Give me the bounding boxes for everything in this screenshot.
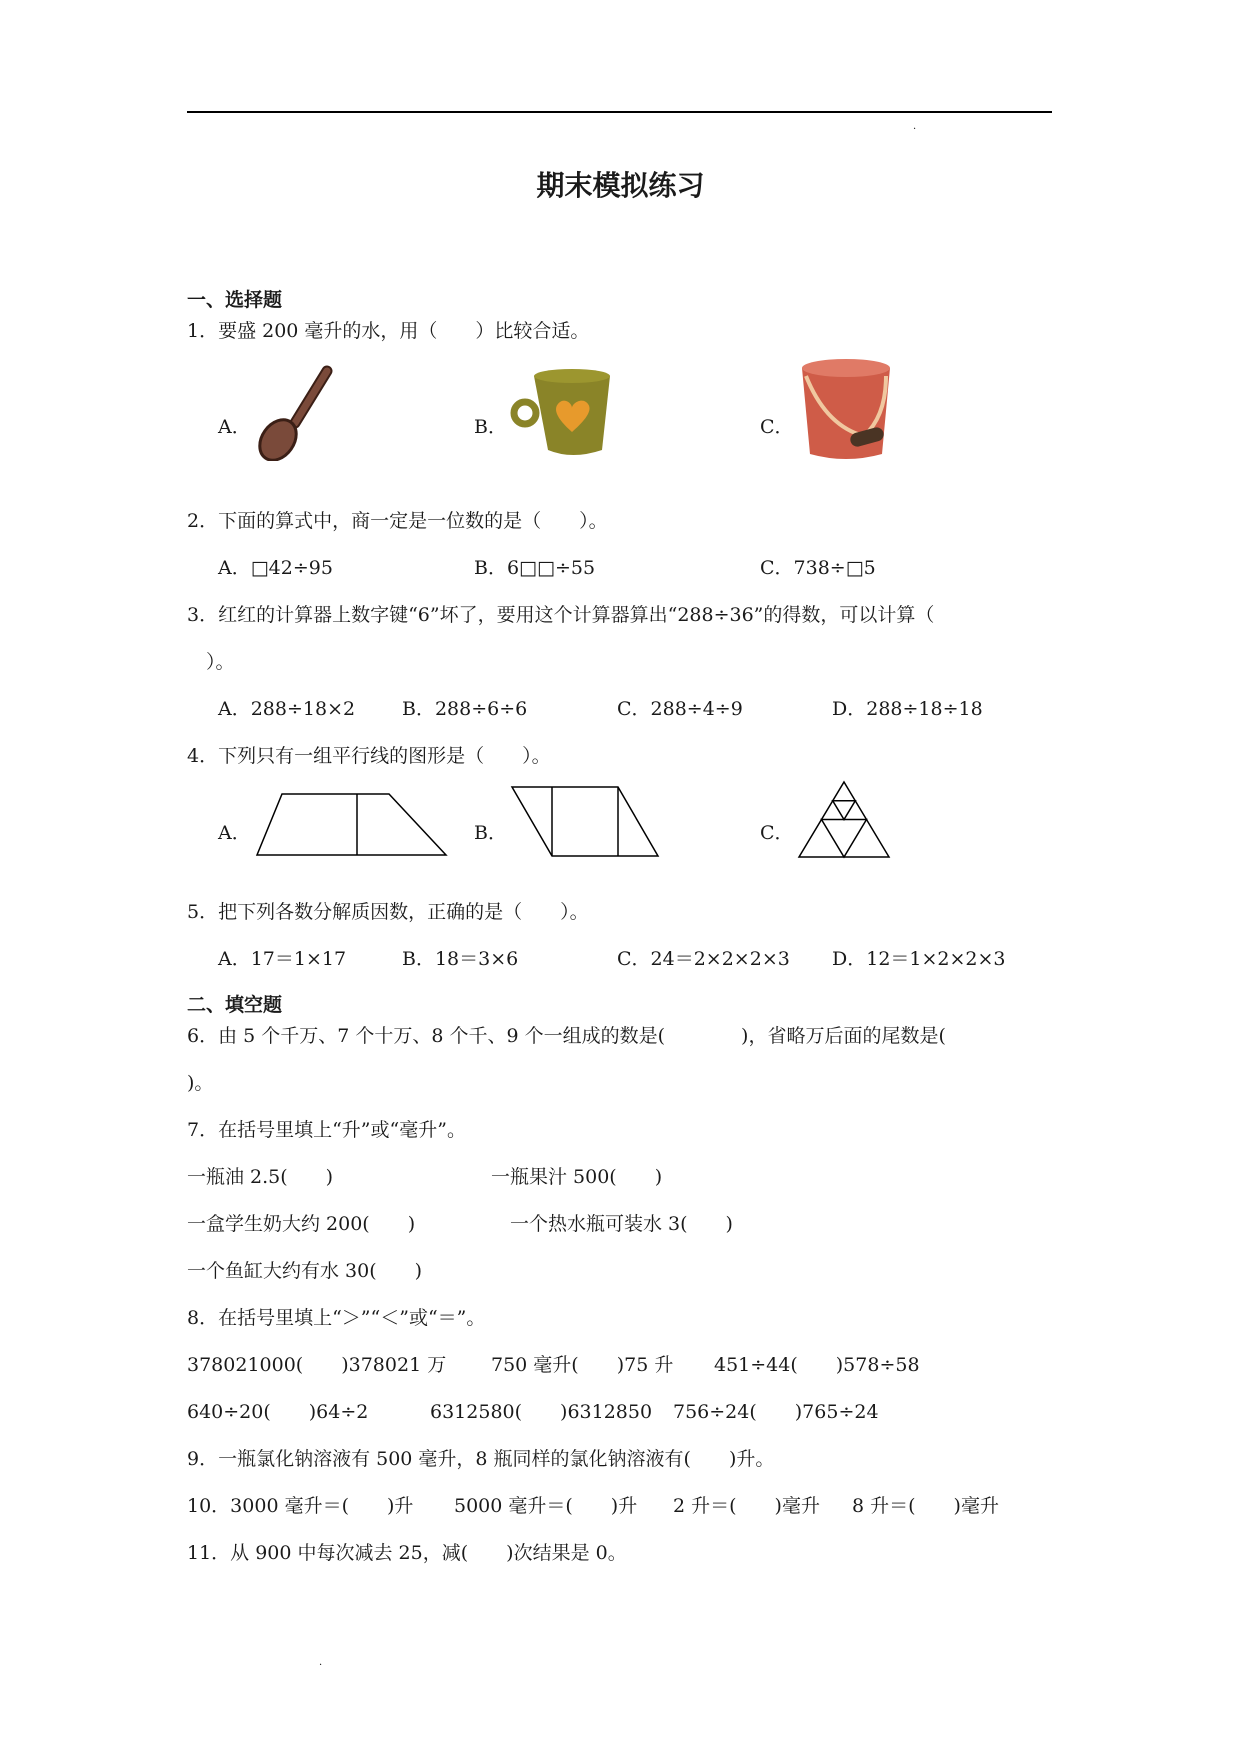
mug-icon	[510, 368, 615, 460]
q8-item: 640÷20( )64÷2	[187, 1401, 369, 1423]
q8-item: 378021000( )378021 万	[187, 1354, 447, 1376]
question-6-line1: 6．由 5 个千万、7 个十万、8 个千、9 个一组成的数是( )，省略万后面的尾数是(	[187, 1025, 946, 1047]
question-6-line2: )。	[187, 1072, 214, 1094]
section-heading-choice: 一、选择题	[187, 289, 283, 311]
q8-item: 451÷44( )578÷58	[714, 1354, 920, 1376]
q4-option-a-label: A．	[218, 822, 251, 844]
q10-item: 10．3000 毫升＝( )升	[187, 1495, 414, 1517]
question-3-line1: 3．红红的计算器上数字键“6”坏了，要用这个计算器算出“288÷36”的得数，可以计算（	[187, 604, 935, 626]
q3-option-c: C．288÷4÷9	[617, 698, 743, 720]
q5-option-b: B．18＝3×6	[402, 948, 519, 970]
q5-option-c: C．24＝2×2×2×3	[617, 948, 790, 970]
q2-option-a: A．□42÷95	[218, 557, 333, 579]
q4-option-b-label: B．	[474, 822, 507, 844]
q7-item: 一瓶油 2.5( )	[187, 1166, 334, 1188]
q10-item: 5000 毫升＝( )升	[454, 1495, 638, 1517]
q3-option-a: A．288÷18×2	[218, 698, 356, 720]
q5-option-d: D．12＝1×2×2×3	[832, 948, 1006, 970]
question-5: 5．把下列各数分解质因数，正确的是（ ）。	[187, 901, 589, 923]
section-heading-fill: 二、填空题	[187, 994, 283, 1016]
q3-option-d: D．288÷18÷18	[832, 698, 983, 720]
q7-item: 一盒学生奶大约 200( )	[187, 1213, 416, 1235]
footer-dot: ·	[319, 1660, 323, 1671]
q10-item: 8 升＝( )毫升	[852, 1495, 999, 1517]
q10-item: 2 升＝( )毫升	[673, 1495, 820, 1517]
q8-item: 756÷24( )765÷24	[673, 1401, 879, 1423]
question-2: 2．下面的算式中，商一定是一位数的是（ ）。	[187, 510, 608, 532]
header-dot: ·	[913, 124, 917, 135]
page-title: 期末模拟练习	[536, 169, 705, 202]
q4-option-c-label: C．	[760, 822, 794, 844]
question-3-line2: ）。	[206, 651, 235, 673]
spoon-icon	[255, 365, 335, 461]
parallelogram-figure	[510, 785, 662, 859]
question-1: 1．要盛 200 毫升的水，用（ ）比较合适。	[187, 320, 590, 342]
q8-item: 750 毫升( )75 升	[491, 1354, 674, 1376]
header-rule	[187, 111, 1052, 113]
bucket-icon	[796, 356, 896, 462]
q1-option-b-label: B．	[474, 416, 507, 438]
q5-option-a: A．17＝1×17	[218, 948, 347, 970]
question-11: 11．从 900 中每次减去 25，减( )次结果是 0。	[187, 1542, 627, 1564]
question-7: 7．在括号里填上“升”或“毫升”。	[187, 1119, 466, 1141]
question-9: 9．一瓶氯化钠溶液有 500 毫升，8 瓶同样的氯化钠溶液有( )升。	[187, 1448, 775, 1470]
q7-item: 一个热水瓶可装水 3( )	[510, 1213, 733, 1235]
q2-option-c: C．738÷□5	[760, 557, 876, 579]
triangle-figure	[797, 780, 891, 860]
q3-option-b: B．288÷6÷6	[402, 698, 528, 720]
q8-item: 6312580( )6312850	[430, 1401, 653, 1423]
q1-option-a-label: A．	[218, 416, 251, 438]
q1-option-c-label: C．	[760, 416, 794, 438]
q7-item: 一个鱼缸大约有水 30( )	[187, 1260, 423, 1282]
q7-item: 一瓶果汁 500( )	[491, 1166, 663, 1188]
question-4: 4．下列只有一组平行线的图形是（ ）。	[187, 745, 551, 767]
q2-option-b: B．6□□÷55	[474, 557, 596, 579]
question-8: 8．在括号里填上“＞”“＜”或“＝”。	[187, 1307, 486, 1329]
trapezoid-figure	[255, 792, 451, 858]
